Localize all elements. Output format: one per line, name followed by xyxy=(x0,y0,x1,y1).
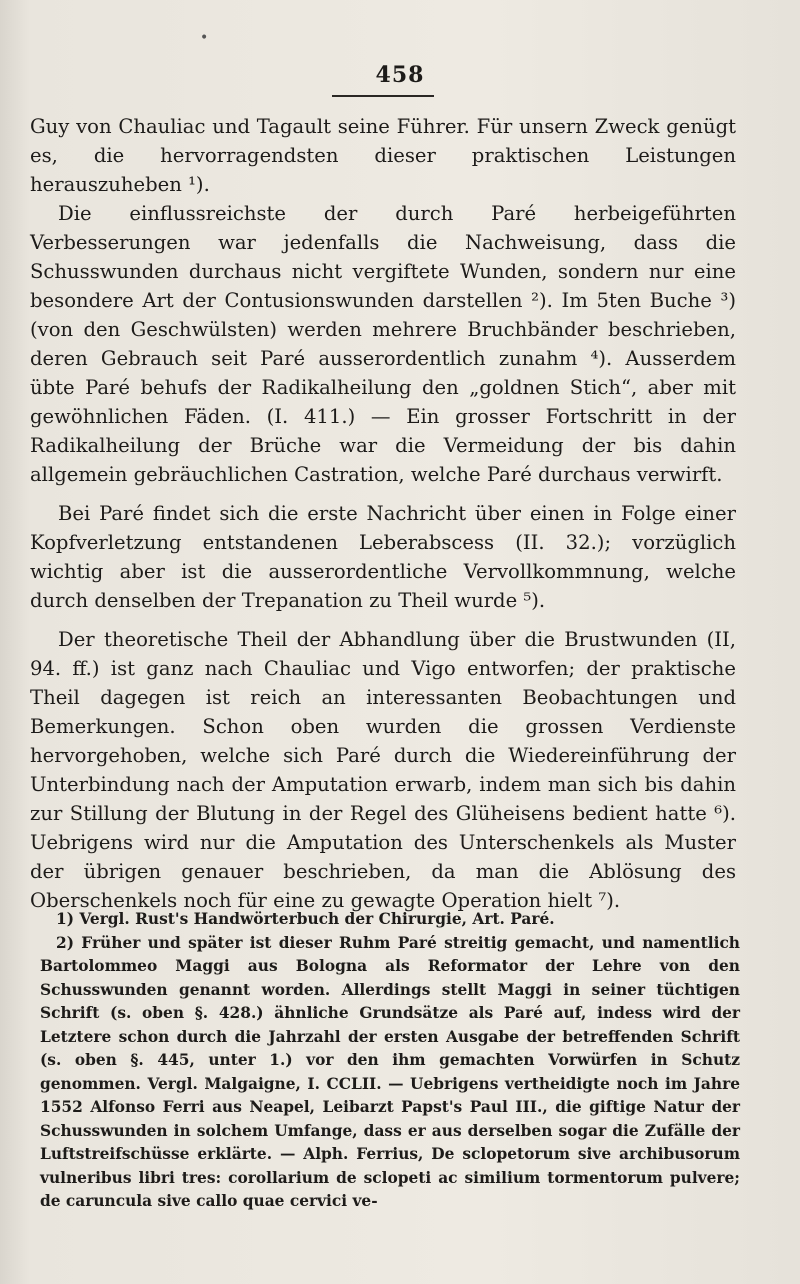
footnotes xyxy=(40,908,740,1214)
page-number: 458 xyxy=(375,62,425,88)
header-rule xyxy=(332,95,434,97)
footnote-1: 1) Vergl. Rust's Handwörterbuch der Chirurgie, Art. Paré. xyxy=(56,910,555,928)
paragraph-4: Der theoretische Theil der Abhandlung über die Brustwunden (II, 94. ff.) ist ganz nach Chauliac und Vigo entworfen; der praktische Theil dagegen ist reich an interessanten Beobachtungen und Bemerkungen. Schon oben wurden die grossen Verdienste hervorgehoben, welche sich Paré durch die Wiedereinführung der Unterbindung nach der Amputation erwarb, indem man sich bis dahin zur Stillung der Blutung in der Regel des Glüheisens bedient hatte ⁶). Uebrigens wird nur die Amputation des Unterschenkels als Muster der übrigen genauer beschrieben, da man die Ablösung des Oberschenkels noch für eine zu gewagte Operation hielt ⁷). xyxy=(30,628,736,912)
paragraph-1: Guy von Chauliac und Tagault seine Führer. Für unsern Zweck genügt es, die hervorragendsten dieser praktischen Leistungen herauszuheben ¹). xyxy=(30,115,736,196)
footnote-2: 2) Früher und später ist dieser Ruhm Paré streitig gemacht, und namentlich Bartolommeo Maggi aus Bologna als Reformator der Lehre von den Schusswunden genannt worden. Allerdings stellt Maggi in seiner tüchtigen Schrift (s. oben §. 428.) ähnliche Grundsätze als Paré auf, indess wird der Letztere schon durch die Jahrzahl der ersten Ausgabe der betreffenden Schrift (s. oben §. 445, unter 1.) vor den ihm gemachten Vorwürfen in Schutz genommen. Vergl. Malgaigne, I. CCLII. — Uebrigens vertheidigte noch im Jahre 1552 Alfonso Ferri aus Neapel, Leibarzt Papst's Paul III., die giftige Natur der Schusswunden in solchem Umfange, dass er aus derselben sogar die Zufälle der Luftstreifschüsse erklärte. — Alph. Ferrius, De sclopetorum sive archibusorum vulneribus libri tres: corollarium de sclopeti ac similium tormentorum pulvere; de caruncula sive callo quae cervici ve- xyxy=(40,933,740,1210)
ink-mark: • xyxy=(200,30,209,46)
main-text xyxy=(30,112,736,915)
paragraph-3: Bei Paré findet sich die erste Nachricht über einen in Folge einer Kopfverletzung entstandenen Leberabscess (II. 32.); vorzüglich wichtig aber ist die ausserordentliche Vervollkommnung, welche durch denselben der Trepanation zu Theil wurde ⁵). xyxy=(30,502,736,612)
paragraph-2: Die einflussreichste der durch Paré herbeigeführten Verbesserungen war jedenfalls die Nachweisung, dass die Schusswunden durchaus nicht vergiftete Wunden, sondern nur eine besondere Art der Contusionswunden darstellen ²). Im 5ten Buche ³) (von den Geschwülsten) werden mehrere Bruchbänder beschrieben, deren Gebrauch seit Paré ausserordentlich zunahm ⁴). Ausserdem übte Paré behufs der Radikalheilung den „goldnen Stich“, aber mit gewöhnlichen Fäden. (I. 411.) — Ein grosser Fortschritt in der Radikalheilung der Brüche war die Vermeidung der bis dahin allgemein gebräuchlichen Castration, welche Paré durchaus verwirft. xyxy=(30,202,736,486)
